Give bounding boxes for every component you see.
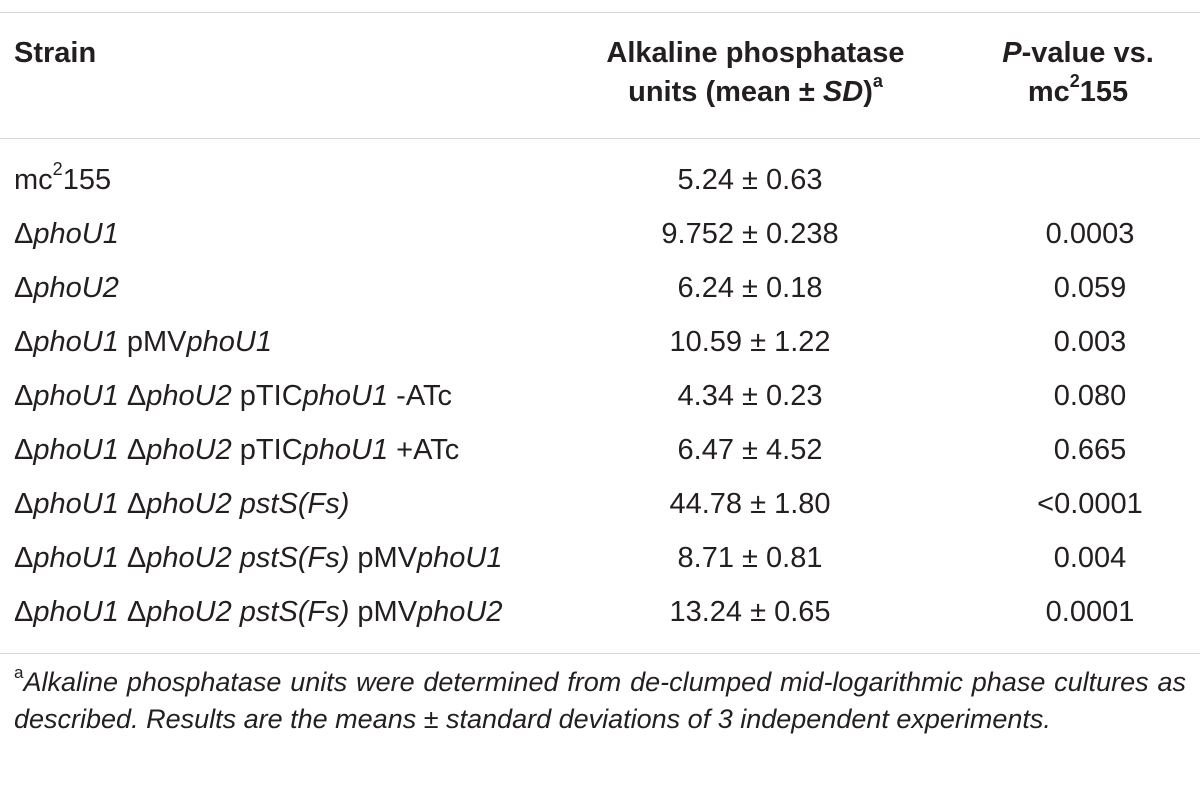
header-p-value bbox=[990, 34, 1166, 112]
strain-part: pTIC bbox=[231, 380, 303, 412]
cell-strain bbox=[14, 585, 503, 639]
header-alk-sd: SD bbox=[822, 76, 864, 108]
table-row bbox=[0, 585, 1200, 639]
cell-p-value: 0.059 bbox=[1053, 272, 1127, 304]
cell-strain bbox=[14, 153, 111, 207]
strain-part: phoU2 bbox=[417, 596, 503, 628]
strain-part: phoU2 bbox=[146, 434, 232, 466]
strain-part: Δ bbox=[118, 380, 147, 412]
footnote-marker: a bbox=[14, 663, 24, 682]
header-alk-line2-post: ) bbox=[863, 76, 873, 108]
strain-part: Δ bbox=[14, 542, 34, 574]
cell-alkaline-phosphatase: 6.24 ± 0.18 bbox=[677, 272, 823, 304]
strain-part: phoU1 bbox=[33, 488, 119, 520]
strain-part: phoU1 bbox=[33, 542, 119, 574]
cell-strain bbox=[14, 315, 272, 369]
cell-p-value: 0.665 bbox=[1053, 434, 1127, 466]
strain-part: pMV bbox=[118, 326, 187, 358]
cell-p-value: <0.0001 bbox=[1037, 488, 1143, 520]
strain-part: phoU2 bbox=[33, 272, 119, 304]
cell-p-value: 0.080 bbox=[1053, 380, 1127, 412]
header-alk-line2 bbox=[572, 73, 939, 112]
strain-part: pMV bbox=[349, 542, 418, 574]
strain-part: pTIC bbox=[231, 434, 303, 466]
cell-strain bbox=[14, 477, 349, 531]
cell-alkaline-phosphatase: 13.24 ± 0.65 bbox=[669, 596, 831, 628]
table-row bbox=[0, 153, 1200, 207]
cell-alkaline-phosphatase: 5.24 ± 0.63 bbox=[677, 164, 823, 196]
table-top-rule bbox=[0, 12, 1200, 13]
cell-alkaline-phosphatase: 9.752 ± 0.238 bbox=[661, 218, 839, 250]
table-row bbox=[0, 477, 1200, 531]
strain-part: Δ bbox=[118, 596, 147, 628]
header-p-line2-post: 155 bbox=[1079, 76, 1129, 108]
strain-part: phoU1 bbox=[33, 380, 119, 412]
cell-alkaline-phosphatase: 10.59 ± 1.22 bbox=[669, 326, 831, 358]
cell-alkaline-phosphatase: 8.71 ± 0.81 bbox=[677, 542, 823, 574]
strain-part: Δ bbox=[14, 380, 34, 412]
table-footnote bbox=[14, 664, 1186, 738]
cell-p-value: 0.0003 bbox=[1045, 218, 1135, 250]
table-bottom-rule bbox=[0, 653, 1200, 654]
strain-part: mc bbox=[14, 164, 53, 196]
strain-part: phoU2 bbox=[146, 380, 232, 412]
table-row bbox=[0, 207, 1200, 261]
strain-part: phoU1 bbox=[302, 380, 389, 412]
header-p-line2-sup: 2 bbox=[1069, 71, 1080, 92]
cell-strain bbox=[14, 531, 503, 585]
strain-part: -ATc bbox=[388, 380, 453, 412]
table-row bbox=[0, 315, 1200, 369]
table-row bbox=[0, 423, 1200, 477]
strain-part: 2 bbox=[52, 159, 63, 180]
header-alk-line2-pre: units (mean ± bbox=[628, 76, 823, 108]
cell-strain bbox=[14, 261, 119, 315]
header-alk-footnote-marker: a bbox=[872, 71, 883, 92]
strain-part: pMV bbox=[349, 596, 418, 628]
cell-strain bbox=[14, 207, 119, 261]
header-p-line2-pre: mc bbox=[1027, 76, 1070, 108]
strain-part: phoU1 bbox=[417, 542, 503, 574]
header-alkaline-phosphatase bbox=[572, 34, 939, 112]
cell-alkaline-phosphatase: 44.78 ± 1.80 bbox=[669, 488, 831, 520]
strain-part: Δ bbox=[14, 596, 34, 628]
cell-p-value: 0.0001 bbox=[1045, 596, 1135, 628]
table-row bbox=[0, 369, 1200, 423]
cell-p-value: 0.004 bbox=[1053, 542, 1127, 574]
header-p-line2 bbox=[990, 73, 1166, 112]
table-row bbox=[0, 261, 1200, 315]
header-p-line1-rest: -value vs. bbox=[1021, 37, 1154, 69]
header-strain: Strain bbox=[14, 37, 97, 69]
table-header-rule bbox=[0, 138, 1200, 139]
cell-alkaline-phosphatase: 4.34 ± 0.23 bbox=[677, 380, 823, 412]
strain-part: Δ bbox=[118, 542, 147, 574]
strain-part: phoU1 bbox=[186, 326, 272, 358]
cell-p-value: 0.003 bbox=[1053, 326, 1127, 358]
strain-part: Δ bbox=[118, 434, 147, 466]
strain-part: phoU2 pstS(Fs) bbox=[146, 596, 350, 628]
header-alk-line1: Alkaline phosphatase bbox=[606, 37, 905, 69]
strain-part: phoU2 pstS(Fs) bbox=[146, 542, 350, 574]
strain-part: phoU1 bbox=[302, 434, 389, 466]
strain-part: Δ bbox=[14, 326, 34, 358]
strain-part: 155 bbox=[62, 164, 112, 196]
table-row bbox=[0, 531, 1200, 585]
header-p-line1 bbox=[990, 34, 1166, 73]
strain-part: phoU2 pstS(Fs) bbox=[146, 488, 350, 520]
strain-part: phoU1 bbox=[33, 218, 119, 250]
cell-strain bbox=[14, 423, 459, 477]
strain-part: phoU1 bbox=[33, 434, 119, 466]
cell-strain bbox=[14, 369, 452, 423]
cell-alkaline-phosphatase: 6.47 ± 4.52 bbox=[677, 434, 823, 466]
strain-part: Δ bbox=[14, 488, 34, 520]
strain-part: Δ bbox=[14, 272, 34, 304]
strain-part: phoU1 bbox=[33, 596, 119, 628]
strain-part: phoU1 bbox=[33, 326, 119, 358]
strain-part: +ATc bbox=[388, 434, 460, 466]
header-p-italic: P bbox=[1002, 37, 1022, 69]
footnote-text: Alkaline phosphatase units were determined from de-clumped mid-logarithmic phase cultures as described. Results are the means ± standard deviations of 3 independent experiments. bbox=[14, 667, 1186, 734]
strain-part: Δ bbox=[14, 218, 34, 250]
strain-part: Δ bbox=[118, 488, 147, 520]
strain-part: Δ bbox=[14, 434, 34, 466]
